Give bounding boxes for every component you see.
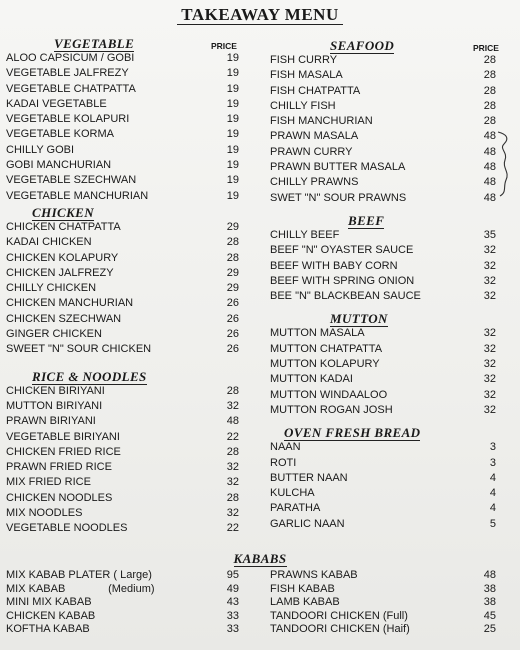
menu-item-name: TANDOORI CHICKEN (Haif) (270, 623, 410, 636)
menu-item (270, 388, 510, 403)
menu-item-name: PRAWN MASALA (270, 130, 359, 143)
menu-item (270, 357, 510, 372)
menu-item (6, 312, 248, 327)
section-heading-seafood (270, 39, 510, 53)
menu-item (6, 327, 248, 342)
menu-item (270, 243, 510, 258)
menu-item-price: 32 (483, 327, 496, 340)
kabab-item (6, 596, 248, 610)
menu-item-name: CHICKEN KABAB (6, 609, 96, 622)
menu-item-price: 28 (226, 251, 239, 264)
section-heading-vegetable (6, 37, 248, 51)
menu-item-name: GOBI MANCHURIAN (6, 159, 112, 172)
menu-item-price: 28 (483, 84, 496, 97)
menu-item-price: 19 (226, 67, 239, 80)
menu-item-price: 29 (226, 282, 239, 295)
menu-item-name: VEGETABLE MANCHURIAN (6, 189, 149, 202)
menu-item-price: 26 (226, 343, 239, 356)
menu-item (270, 501, 510, 516)
menu-item (270, 486, 510, 501)
menu-item-name: VEGETABLE NOODLES (6, 522, 128, 535)
menu-item-price: 28 (226, 445, 239, 458)
menu-item-price: 48 (483, 145, 496, 158)
menu-item-name: KULCHA (270, 487, 315, 500)
menu-item (6, 521, 248, 536)
menu-item-name: CHILLY GOBI (6, 143, 75, 156)
section-heading-mutton (270, 312, 510, 326)
menu-item-price: 29 (226, 220, 239, 233)
menu-item-name: MIX NOODLES (6, 507, 83, 520)
menu-item (270, 114, 510, 129)
menu-item-name: BEE "N" BLACKBEAN SAUCE (270, 290, 421, 303)
kabab-item (6, 569, 248, 583)
menu-item-price: 26 (226, 328, 239, 341)
menu-item-name: SWET "N" SOUR PRAWNS (270, 191, 407, 204)
menu-item-price: 32 (483, 274, 496, 287)
kabab-item (270, 583, 510, 597)
menu-item (270, 53, 510, 68)
menu-item (270, 84, 510, 99)
menu-item (6, 220, 248, 235)
menu-item-name: BEEF "N" OYASTER SAUCE (270, 244, 414, 257)
menu-item-price: 19 (226, 189, 239, 202)
menu-item (270, 326, 510, 341)
menu-item-price: 19 (226, 97, 239, 110)
menu-item-name: FISH CURRY (270, 54, 338, 66)
menu-item-name: LAMB KABAB (270, 596, 340, 609)
menu-item (270, 440, 510, 455)
menu-item-price: 48 (483, 161, 496, 174)
handwritten-bracket-mark (496, 130, 514, 200)
menu-item-name: MINI MIX KABAB (6, 596, 92, 609)
menu-item (6, 158, 248, 173)
menu-item-price: 28 (483, 115, 496, 128)
menu-item-price: 38 (483, 582, 496, 595)
menu-item (6, 251, 248, 266)
menu-item-price: 28 (483, 54, 496, 66)
price-column-label: PRICE (473, 43, 499, 53)
menu-item-price: 22 (226, 430, 239, 443)
menu-item (6, 430, 248, 445)
menu-item-name: PRAWN BUTTER MASALA (270, 161, 406, 174)
right-column (270, 39, 510, 532)
section-title: MUTTON (330, 311, 388, 327)
menu-item (6, 82, 248, 97)
menu-item-price: 19 (226, 82, 239, 95)
menu-item-price: 32 (483, 290, 496, 303)
menu-item-name: CHILLY FISH (270, 99, 336, 112)
menu-item (270, 274, 510, 289)
menu-item (6, 143, 248, 158)
menu-item-name: CHILLY CHICKEN (6, 282, 97, 295)
menu-item-price: 32 (483, 244, 496, 257)
menu-item-price: 26 (226, 297, 239, 310)
menu-item-price: 48 (226, 415, 239, 428)
menu-item-name: CHICKEN KOLAPURY (6, 251, 119, 264)
menu-item-price: 48 (483, 176, 496, 189)
menu-item-name: KADAI VEGETABLE (6, 97, 107, 110)
menu-item-name: CHICKEN MANCHURIAN (6, 297, 134, 310)
menu-item-name: BEEF WITH BABY CORN (270, 259, 398, 272)
kabab-item (270, 596, 510, 610)
menu-item (270, 129, 510, 144)
menu-item-name: TANDOORI CHICKEN (Full) (270, 609, 408, 622)
menu-item (6, 445, 248, 460)
menu-item-price: 28 (226, 491, 239, 504)
menu-item (6, 460, 248, 475)
menu-item-name: CHICKEN CHATPATTA (6, 220, 121, 233)
kabab-item (270, 569, 510, 583)
menu-item-name: CHICKEN JALFREZY (6, 266, 114, 279)
menu-item-name: VEGETABLE KORMA (6, 128, 114, 141)
section-title: BEEF (348, 212, 385, 228)
menu-item (6, 97, 248, 112)
menu-item-name: PRAWN BIRIYANI (6, 415, 96, 428)
menu-item (270, 517, 510, 532)
menu-item-price: 28 (483, 69, 496, 82)
menu-item-price: 4 (489, 487, 496, 500)
menu-item-name: VEGETABLE BIRIYANI (6, 430, 120, 443)
menu-item-price: 45 (483, 609, 496, 622)
menu-item-price: 28 (483, 99, 496, 112)
menu-item-name: VEGETABLE SZECHWAN (6, 174, 137, 187)
menu-item-price: 19 (226, 128, 239, 141)
menu-item (270, 68, 510, 83)
menu-item (6, 475, 248, 490)
menu-item-price: 28 (226, 236, 239, 249)
menu-item-name: PRAWN FRIED RICE (6, 461, 112, 474)
menu-item-price: 43 (226, 596, 239, 609)
menu-item (6, 266, 248, 281)
menu-item (270, 403, 510, 418)
menu-item (6, 296, 248, 311)
menu-item (6, 414, 248, 429)
menu-item-price: 19 (226, 143, 239, 156)
menu-item-price: 32 (483, 373, 496, 386)
menu-item-name: VEGETABLE JALFREZY (6, 67, 129, 80)
menu-item (6, 506, 248, 521)
menu-item-price: 48 (483, 191, 496, 204)
menu-item-name: MUTTON MASALA (270, 327, 365, 340)
menu-item-name: MUTTON KADAI (270, 373, 353, 386)
menu-item (6, 189, 248, 204)
kabab-item (6, 583, 248, 597)
menu-item (270, 471, 510, 486)
menu-item-price: 19 (226, 174, 239, 187)
menu-item-name: CHICKEN SZECHWAN (6, 312, 122, 325)
menu-item-name: BUTTER NAAN (270, 471, 348, 484)
menu-item (6, 281, 248, 296)
menu-item-name: CHILLY BEEF (270, 228, 340, 241)
menu-item-price: 32 (483, 342, 496, 355)
menu-item (6, 342, 248, 357)
menu-item-price: 95 (226, 569, 239, 581)
menu-item-price: 32 (483, 388, 496, 401)
menu-item-price: 48 (483, 569, 496, 581)
kabab-item (270, 610, 510, 624)
menu-item-price: 19 (226, 159, 239, 172)
menu-item-name: CHICKEN FRIED RICE (6, 445, 121, 458)
menu-item (270, 175, 510, 190)
menu-item (270, 160, 510, 175)
menu-item-price: 32 (483, 403, 496, 416)
menu-item-name: MUTTON WINDAALOO (270, 388, 388, 401)
section-heading-chicken (6, 206, 248, 220)
menu-item-name: VEGETABLE KOLAPURI (6, 113, 130, 126)
menu-item-name: FISH CHATPATTA (270, 84, 361, 97)
menu-item-price: 32 (483, 259, 496, 272)
menu-item (6, 173, 248, 188)
menu-item-name: ALOO CAPSICUM / GOBI (6, 52, 135, 64)
menu-item-name: MUTTON CHATPATTA (270, 342, 383, 355)
menu-item-name: FISH MASALA (270, 69, 343, 82)
menu-item-price: 4 (489, 502, 496, 515)
menu-item-name: VEGETABLE CHATPATTA (6, 82, 136, 95)
section-title: OVEN FRESH BREAD (284, 425, 421, 441)
menu-item (270, 228, 510, 243)
menu-item-price: 48 (483, 130, 496, 143)
menu-item-name: PRAWN CURRY (270, 145, 353, 158)
kabab-item (270, 623, 510, 637)
menu-item (270, 342, 510, 357)
menu-item (270, 289, 510, 304)
menu-item-price: 19 (226, 113, 239, 126)
menu-item-price: 32 (226, 476, 239, 489)
section-title: RICE & NOODLES (32, 368, 147, 384)
menu-item-price: 3 (489, 441, 496, 454)
menu-item-price: 49 (226, 582, 239, 595)
menu-item-price: 22 (226, 522, 239, 535)
menu-item (6, 66, 248, 81)
kabab-item (6, 623, 248, 637)
menu-item (270, 191, 510, 206)
menu-item (6, 384, 248, 399)
menu-item-name: MUTTON ROGAN JOSH (270, 403, 393, 416)
menu-item-price: 29 (226, 266, 239, 279)
menu-item-name: MIX FRIED RICE (6, 476, 91, 489)
menu-item (270, 99, 510, 114)
left-column (6, 37, 248, 537)
menu-item-price: 28 (226, 384, 239, 397)
menu-item (6, 491, 248, 506)
section-heading-oven-fresh-bread (270, 426, 510, 440)
menu-item-price: 26 (226, 312, 239, 325)
kababs-left-list (6, 569, 248, 637)
menu-item-price: 5 (489, 517, 496, 530)
menu-item-name: GINGER CHICKEN (6, 328, 102, 341)
menu-item-price: 19 (226, 52, 239, 64)
menu-item-name: NAAN (270, 441, 301, 454)
menu-item-price: 35 (483, 228, 496, 241)
menu-item (6, 112, 248, 127)
section-title: CHICKEN (32, 204, 95, 220)
section-title: SEAFOOD (330, 38, 395, 53)
menu-item-name: PRAWNS KABAB (270, 569, 358, 581)
menu-item-name: BEEF WITH SPRING ONION (270, 274, 415, 287)
menu-item-name: KOFTHA KABAB (6, 623, 90, 636)
menu-item-name: CHILLY PRAWNS (270, 176, 359, 189)
section-heading-rice-noodles (6, 370, 248, 384)
menu-item-price: 32 (226, 461, 239, 474)
menu-item-name: MUTTON BIRIYANI (6, 399, 103, 412)
menu-item-price: 3 (489, 456, 496, 469)
menu-item-name: SWEET "N" SOUR CHICKEN (6, 343, 152, 356)
menu-item (270, 145, 510, 160)
section-heading-kababs: KABABS (233, 551, 287, 566)
menu-item-name: MIX KABAB (Medium) (6, 582, 155, 595)
menu-item-price: 4 (489, 471, 496, 484)
menu-item (6, 127, 248, 142)
menu-item-price: 32 (226, 507, 239, 520)
menu-item-name: FISH KABAB (270, 582, 335, 595)
menu-item-name: CHICKEN NOODLES (6, 491, 113, 504)
menu-item-price: 38 (483, 596, 496, 609)
menu-title: TAKEAWAY MENU (0, 5, 520, 25)
menu-item (270, 456, 510, 471)
menu-item (6, 235, 248, 250)
price-column-label: PRICE (211, 41, 237, 51)
menu-item-price: 33 (226, 609, 239, 622)
menu-item-price: 25 (483, 623, 496, 636)
menu-item (6, 399, 248, 414)
menu-item (6, 51, 248, 66)
kababs-right-list (270, 569, 510, 637)
menu-item-name: PARATHA (270, 502, 321, 515)
section-title: VEGETABLE (54, 36, 135, 51)
section-heading-beef (270, 214, 510, 228)
menu-item (270, 372, 510, 387)
menu-item-name: KADAI CHICKEN (6, 236, 92, 249)
menu-item-name: GARLIC NAAN (270, 517, 345, 530)
menu-item-price: 32 (226, 399, 239, 412)
menu-item-name: FISH MANCHURIAN (270, 115, 373, 128)
menu-item-name: MIX KABAB PLATER ( Large) (6, 569, 152, 581)
menu-item (270, 259, 510, 274)
kabab-item (6, 610, 248, 624)
menu-item-name: CHICKEN BIRIYANI (6, 384, 105, 397)
menu-item-name: MUTTON KOLAPURY (270, 358, 380, 371)
menu-item-name: ROTI (270, 456, 297, 469)
menu-item-price: 33 (226, 623, 239, 636)
menu-item-price: 32 (483, 358, 496, 371)
